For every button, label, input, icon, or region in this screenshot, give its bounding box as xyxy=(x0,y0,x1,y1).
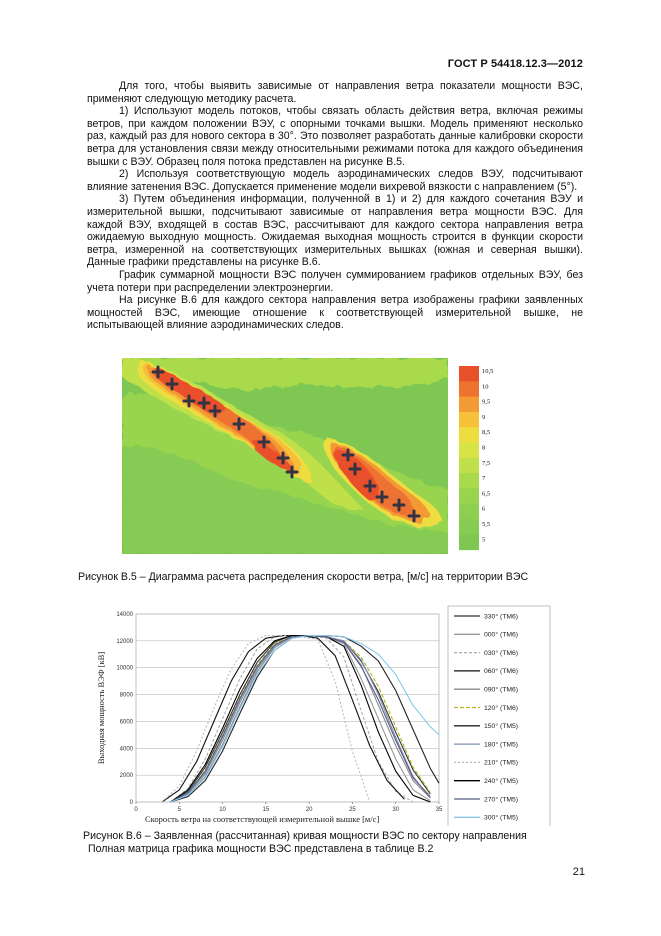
body-text xyxy=(87,80,583,332)
legend-swatch xyxy=(459,519,479,535)
legend-entry: 060° (TM6) xyxy=(484,668,519,676)
paragraph: 2) Используя соответствующую модель аэродинамических следов ВЭУ, подсчитывают влияние затенения ВЭС. Допускается применение модели вихревой вязкости с направлением (5°). xyxy=(87,168,583,193)
x-tick-label: 5 xyxy=(177,807,181,813)
paragraph: Для того, чтобы выявить зависимые от направления ветра показатели мощности ВЭС, применяют следующую методику расчета. xyxy=(87,80,583,105)
legend-swatch xyxy=(459,473,479,489)
legend-entry: 300° (TM5) xyxy=(484,814,519,822)
legend-label: 8,5 xyxy=(482,429,491,437)
y-tick-label: 12000 xyxy=(116,638,133,645)
power-curve-chart xyxy=(89,604,553,826)
paragraph: График суммарной мощности ВЭС получен суммированием графиков отдельных ВЭУ, без учета потери при распределении электроэнергии. xyxy=(87,268,583,294)
legend-swatch xyxy=(459,534,479,550)
y-axis-label: Выходная мощность ВЭФ [кВ] xyxy=(96,651,106,765)
legend-entry: 000° (TM6) xyxy=(484,631,519,639)
legend-label: 5 xyxy=(482,536,486,544)
legend-label: 6,5 xyxy=(482,490,491,498)
speed-legend xyxy=(459,366,493,550)
page-header: ГОСТ Р 54418.12.3—2012 xyxy=(447,58,583,70)
y-tick-label: 0 xyxy=(129,800,133,806)
legend-entry: 330° (TM6) xyxy=(484,613,519,621)
legend-label: 8 xyxy=(482,444,486,452)
legend-entry: 270° (TM5) xyxy=(484,796,519,804)
paragraph: На рисунке В.6 для каждого сектора направления ветра изображены графики заявленных мощностей ВЭС, имеющие отношение к соответствующей измерительной вышке, не испытывающей влияние аэродинамических следов. xyxy=(87,294,583,332)
paragraph: 3) Путем объединения информации, полученной в 1) и 2) для каждого сочетания ВЭУ и измерительной вышки, подсчитывают зависимые от направления ветра мощности ВЭС. Для каждой ВЭУ, входящей в состав ВЭС, рассчитывают для каждого сектора направления ветра ожидаемую выходную мощность. Ожидаемая выходная мощность строится в функции скорости ветра, измеренной на соответствующих измерительных вышках (южная и северная вышки). Данные графики представлены на рисунке В.6. xyxy=(87,193,583,269)
legend-entry: 180° (TM5) xyxy=(484,741,519,749)
x-tick-label: 10 xyxy=(219,807,226,813)
legend-swatch xyxy=(459,397,479,413)
y-tick-label: 10000 xyxy=(116,665,133,672)
y-tick-label: 6000 xyxy=(119,719,133,726)
chart-legend xyxy=(448,606,550,826)
legend-swatch xyxy=(459,458,479,474)
y-tick-label: 14000 xyxy=(116,612,133,618)
x-axis-label: Скорость ветра на соответствующей измерительной вышке [м/с] xyxy=(145,814,380,824)
legend-label: 9,5 xyxy=(482,398,491,406)
legend-label: 6 xyxy=(482,505,486,513)
wind-speed-map xyxy=(122,358,496,554)
legend-swatch xyxy=(459,366,479,382)
legend-label: 10 xyxy=(482,383,489,391)
paragraph: 1) Используют модель потоков, чтобы связать область действия ветра, включая режимы ветров, при каждом положении ВЭУ, с опорными точками вышки. Модель применяют несколько раз, каждый раз для нового сектора в 30°. Это позволяет разработать данные калибровки скорости ветра для установления связи между относительными режимами потока для каждого объединения вышки с ВЭУ. Образец поля потока представлен на рисунке В.5. xyxy=(87,105,583,168)
y-tick-label: 8000 xyxy=(119,692,133,699)
page-number: 21 xyxy=(572,866,585,878)
x-tick-label: 15 xyxy=(262,807,270,813)
legend-entry: 090° (TM6) xyxy=(484,686,519,694)
legend-entry: 210° (TM5) xyxy=(484,759,519,767)
x-tick-label: 30 xyxy=(392,807,400,813)
legend-entry: 120° (TM6) xyxy=(484,704,519,712)
y-tick-label: 4000 xyxy=(119,746,133,753)
x-tick-label: 20 xyxy=(305,807,313,813)
legend-swatch xyxy=(459,412,479,428)
legend-label: 5,5 xyxy=(482,521,491,528)
x-tick-label: 25 xyxy=(349,807,356,813)
legend-label: 10,5 xyxy=(482,368,494,375)
legend-swatch xyxy=(459,427,479,443)
legend-swatch xyxy=(459,504,479,520)
legend-swatch xyxy=(459,381,479,397)
figure-caption: Рисунок В.6 – Заявленная (рассчитанная) кривая мощности ВЭС по сектору направления xyxy=(83,830,527,842)
x-tick-label: 0 xyxy=(134,807,138,813)
figure-caption: Рисунок В.5 – Диаграмма расчета распределения скорости ветра, [м/с] на территории ВЭС xyxy=(78,571,529,583)
legend-swatch xyxy=(459,443,479,459)
y-tick-label: 2000 xyxy=(119,773,133,780)
legend-label: 7 xyxy=(482,475,486,483)
legend-entry: 030° (TM6) xyxy=(484,649,519,657)
legend-label: 7,5 xyxy=(482,459,491,467)
legend-entry: 150° (TM5) xyxy=(484,723,519,731)
legend-swatch xyxy=(459,488,479,504)
legend-entry: 240° (TM5) xyxy=(484,778,519,785)
plot-area xyxy=(136,614,439,802)
table-reference-note: Полная матрица графика мощности ВЭС представлена в таблице В.2 xyxy=(88,843,434,855)
legend-label: 9 xyxy=(482,413,486,421)
x-tick-label: 35 xyxy=(435,807,443,813)
